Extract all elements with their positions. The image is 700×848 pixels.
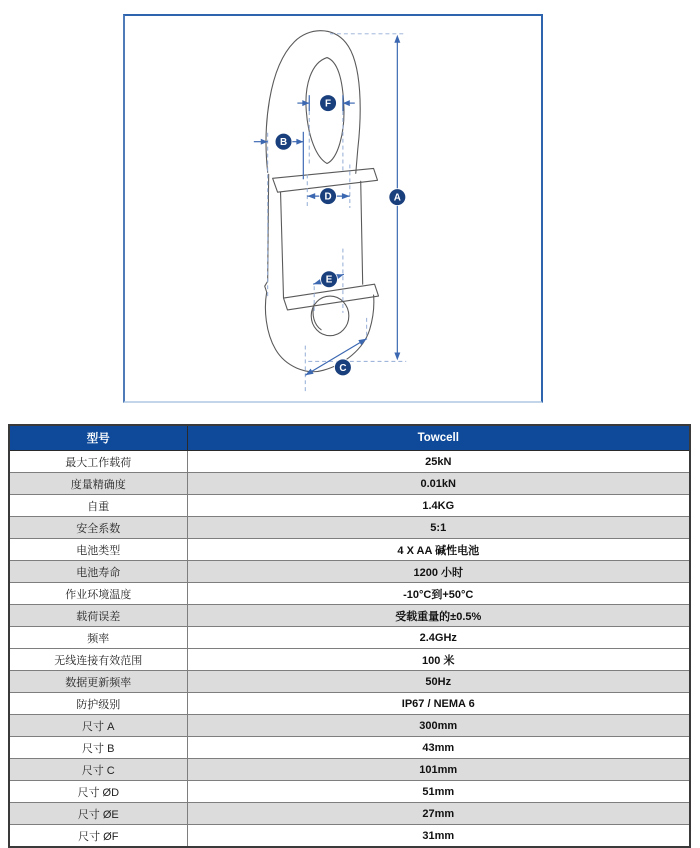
- spec-label: 尺寸 A: [9, 715, 187, 737]
- dimension-badge-F: [320, 95, 337, 112]
- spec-value: 2.4GHz: [187, 627, 690, 649]
- svg-text:C: C: [339, 362, 347, 374]
- table-row: [9, 671, 690, 693]
- svg-text:A: A: [393, 192, 401, 204]
- spec-value: 1.4KG: [187, 495, 690, 517]
- table-row: [9, 781, 690, 803]
- spec-label: 尺寸 ØF: [9, 825, 187, 848]
- table-row: [9, 495, 690, 517]
- spec-value: 25kN: [187, 451, 690, 473]
- spec-value: 100 米: [187, 649, 690, 671]
- table-row: [9, 803, 690, 825]
- table-row: [9, 605, 690, 627]
- product-drawing-panel: [123, 14, 543, 403]
- spec-value: 4 X AA 碱性电池: [187, 539, 690, 561]
- table-row: [9, 451, 690, 473]
- spec-value: 43mm: [187, 737, 690, 759]
- dimension-badge-D: [320, 188, 337, 205]
- table-row: [9, 473, 690, 495]
- spec-label: 数据更新频率: [9, 671, 187, 693]
- table-row: [9, 517, 690, 539]
- extension-lines: [268, 34, 407, 394]
- svg-text:E: E: [325, 274, 333, 286]
- svg-text:D: D: [324, 191, 332, 203]
- svg-text:F: F: [325, 98, 332, 110]
- spec-table-body: [9, 451, 690, 848]
- dimension-lines: [254, 38, 398, 375]
- spec-label: 尺寸 ØD: [9, 781, 187, 803]
- spec-value: -10°C到+50°C: [187, 583, 690, 605]
- spec-value: 5:1: [187, 517, 690, 539]
- table-row: [9, 561, 690, 583]
- table-row: [9, 737, 690, 759]
- spec-label: 作业环境温度: [9, 583, 187, 605]
- table-row: [9, 759, 690, 781]
- dimension-badge-C: [334, 359, 351, 376]
- spec-label: 防护级别: [9, 693, 187, 715]
- spec-label: 最大工作载荷: [9, 451, 187, 473]
- dimension-badge-B: [275, 133, 292, 150]
- spec-label: 频率: [9, 627, 187, 649]
- table-row: [9, 693, 690, 715]
- spec-label: 度量精确度: [9, 473, 187, 495]
- spec-value: 300mm: [187, 715, 690, 737]
- spec-label: 尺寸 B: [9, 737, 187, 759]
- spec-label: 无线连接有效范围: [9, 649, 187, 671]
- spec-value: 1200 小时: [187, 561, 690, 583]
- svg-text:B: B: [279, 137, 288, 149]
- spec-value: IP67 / NEMA 6: [187, 693, 690, 715]
- table-row: [9, 649, 690, 671]
- spec-header-product: Towcell: [187, 425, 690, 451]
- table-row: [9, 583, 690, 605]
- spec-label: 载荷误差: [9, 605, 187, 627]
- spec-value: 31mm: [187, 825, 690, 848]
- table-row: [9, 627, 690, 649]
- dimension-arrows: [261, 35, 401, 375]
- dimension-badge-A: [389, 189, 406, 206]
- spec-label: 尺寸 C: [9, 759, 187, 781]
- spec-label: 电池寿命: [9, 561, 187, 583]
- spec-value: 受载重量的±0.5%: [187, 605, 690, 627]
- table-row: [9, 715, 690, 737]
- spec-table-header-row: [9, 425, 690, 451]
- load-cell-dimension-drawing: [125, 16, 541, 401]
- spec-value: 50Hz: [187, 671, 690, 693]
- table-row: [9, 825, 690, 848]
- spec-value: 27mm: [187, 803, 690, 825]
- spec-label: 自重: [9, 495, 187, 517]
- spec-value: 0.01kN: [187, 473, 690, 495]
- dimension-badge-E: [321, 271, 338, 288]
- spec-header-model: 型号: [9, 425, 187, 451]
- spec-value: 101mm: [187, 759, 690, 781]
- spec-label: 电池类型: [9, 539, 187, 561]
- spec-label: 安全系数: [9, 517, 187, 539]
- table-row: [9, 539, 690, 561]
- spec-value: 51mm: [187, 781, 690, 803]
- spec-table: [8, 424, 691, 848]
- spec-label: 尺寸 ØE: [9, 803, 187, 825]
